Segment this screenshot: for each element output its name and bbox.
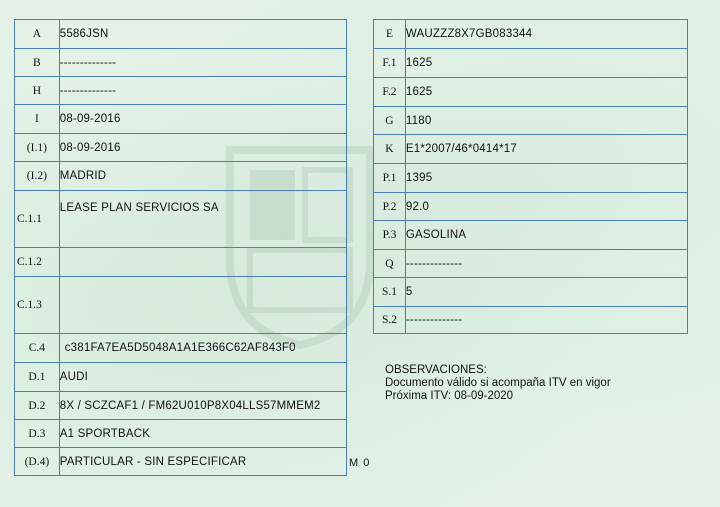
field-value: -------------- — [59, 77, 346, 105]
field-value: c381FA7EA5D5048A1A1E366C62AF843F0 — [59, 334, 346, 363]
document-mark: M 0 — [349, 457, 371, 469]
field-row — [374, 250, 688, 278]
field-value: A1 SPORTBACK — [59, 420, 346, 448]
field-row — [15, 363, 347, 392]
field-value: GASOLINA — [405, 221, 687, 250]
field-row — [374, 193, 688, 221]
right-fields-table — [373, 19, 688, 334]
observations-line: Documento válido si acompaña ITV en vigor — [385, 377, 611, 389]
field-code: (I.2) — [15, 162, 60, 191]
field-row — [374, 20, 688, 49]
field-code: B — [15, 49, 60, 77]
field-code: S.1 — [374, 278, 406, 307]
observations-line: Próxima ITV: 08-09-2020 — [385, 390, 514, 402]
field-row — [15, 277, 347, 334]
field-value: -------------- — [405, 250, 687, 278]
field-code: P.3 — [374, 221, 406, 250]
field-value: WAUZZZ8X7GB083344 — [405, 20, 687, 49]
field-code: P.1 — [374, 164, 406, 193]
left-fields-table — [14, 19, 347, 476]
field-code: C.1.1 — [15, 191, 60, 248]
field-code: C.1.2 — [15, 248, 60, 277]
field-row — [15, 392, 347, 420]
field-value: 1625 — [405, 49, 687, 78]
field-row — [15, 248, 347, 277]
field-code: F.2 — [374, 78, 406, 107]
field-value: 5 — [405, 278, 687, 307]
field-value: 08-09-2016 — [59, 134, 346, 162]
field-value — [59, 277, 346, 334]
field-row — [15, 420, 347, 448]
field-row — [374, 107, 688, 135]
field-code: D.2 — [15, 392, 60, 420]
field-row — [374, 221, 688, 250]
field-code: D.1 — [15, 363, 60, 392]
field-row — [15, 77, 347, 105]
field-row — [15, 334, 347, 363]
field-value: 8X / SCZCAF1 / FM62U010P8X04LLS57MMEM2 — [59, 392, 346, 420]
field-code: C.1.3 — [15, 277, 60, 334]
field-value: PARTICULAR - SIN ESPECIFICAR — [59, 448, 346, 476]
field-value — [59, 248, 346, 277]
field-code: G — [374, 107, 406, 135]
field-value: -------------- — [405, 307, 687, 334]
field-value: -------------- — [59, 49, 346, 77]
field-code: (D.4) — [15, 448, 60, 476]
field-value: MADRID — [59, 162, 346, 191]
field-row — [15, 191, 347, 248]
field-row — [15, 448, 347, 476]
field-code: (I.1) — [15, 134, 60, 162]
field-row — [374, 278, 688, 307]
field-code: S.2 — [374, 307, 406, 334]
field-row — [15, 49, 347, 77]
field-value: 1395 — [405, 164, 687, 193]
field-row — [374, 135, 688, 164]
field-code: A — [15, 20, 60, 49]
field-code: F.1 — [374, 49, 406, 78]
field-row — [15, 20, 347, 49]
field-value: E1*2007/46*0414*17 — [405, 135, 687, 164]
field-value: AUDI — [59, 363, 346, 392]
field-value: 92.0 — [405, 193, 687, 221]
field-row — [374, 78, 688, 107]
field-row — [374, 164, 688, 193]
field-code: I — [15, 105, 60, 134]
observations-heading: OBSERVACIONES: — [385, 364, 487, 376]
field-value: 08-09-2016 — [59, 105, 346, 134]
field-row — [374, 307, 688, 334]
field-row — [15, 105, 347, 134]
field-code: P.2 — [374, 193, 406, 221]
field-code: C.4 — [15, 334, 60, 363]
field-code: K — [374, 135, 406, 164]
field-value: 1180 — [405, 107, 687, 135]
observations-block — [385, 364, 611, 403]
field-code: E — [374, 20, 406, 49]
field-row — [15, 162, 347, 191]
field-row — [15, 134, 347, 162]
field-code: D.3 — [15, 420, 60, 448]
field-code: H — [15, 77, 60, 105]
field-value: 5586JSN — [59, 20, 346, 49]
field-value: LEASE PLAN SERVICIOS SA — [59, 191, 346, 248]
field-value: 1625 — [405, 78, 687, 107]
field-row — [374, 49, 688, 78]
field-code: Q — [374, 250, 406, 278]
